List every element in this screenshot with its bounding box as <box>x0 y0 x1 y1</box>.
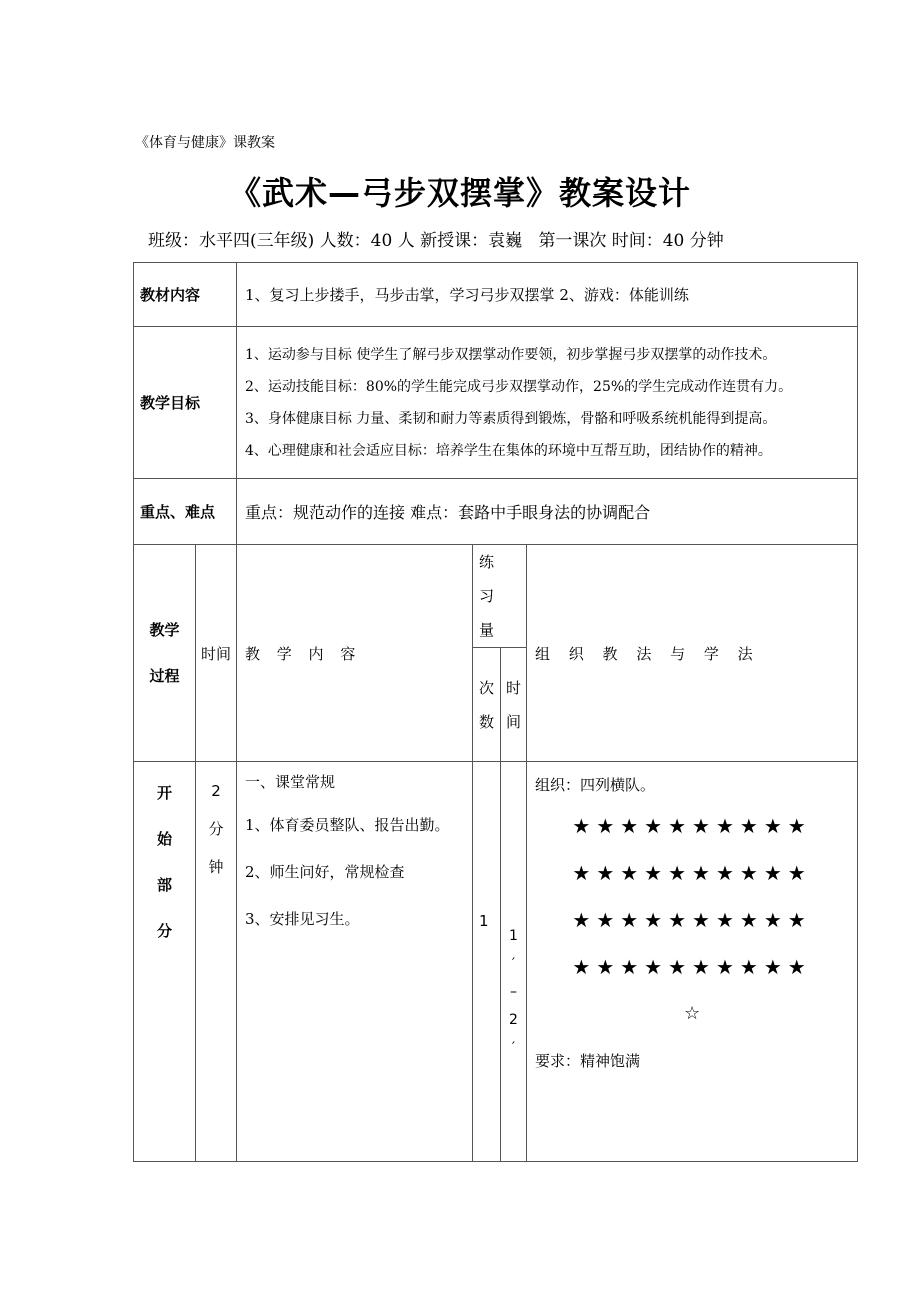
start-content-line-3: 2、师生问好，常规检查 <box>245 863 405 881</box>
start-section-name <box>134 762 196 1162</box>
count-header <box>473 648 501 762</box>
start-duration-char-2: ′ <box>511 956 516 972</box>
start-name-char-2: 始 <box>156 830 172 848</box>
start-section-organization <box>527 762 858 1162</box>
start-duration-char-5: ′ <box>511 1040 516 1056</box>
start-name-char-1: 开 <box>156 784 172 802</box>
start-section-content <box>237 762 473 1162</box>
start-section-row <box>134 762 858 1162</box>
student-row-4: ★★★★★★★★★★ <box>572 955 812 979</box>
start-content-line-1: 一、课堂常规 <box>245 773 336 791</box>
process-label <box>134 545 196 762</box>
teacher-star-icon: ☆ <box>683 1003 701 1024</box>
goal-item-3: 3、身体健康目标 力量、柔韧和耐力等素质得到锻炼，骨骼和呼吸系统机能得到提高。 <box>245 410 777 427</box>
organization-header: 组 织 教 法 与 学 法 <box>527 545 858 762</box>
time-header: 时间 <box>196 545 237 762</box>
start-count-value: 1 <box>479 912 489 930</box>
lesson-plan-table <box>133 262 858 1162</box>
content-header: 教 学 内 容 <box>237 545 473 762</box>
goal-item-2: 2、运动技能目标：80%的学生能完成弓步双摆掌动作，25%的学生完成动作连贯有力。 <box>245 378 793 395</box>
start-section-count <box>473 762 501 1162</box>
key-points-label: 重点、难点 <box>134 479 237 545</box>
material-text: 1、复习上步搂手，马步击掌，学习弓步双摆掌 2、游戏：体能训练 <box>237 263 858 327</box>
page-title: 《武术—弓步双摆掌》教案设计 <box>228 174 691 212</box>
key-points-text: 重点：规范动作的连接 难点：套路中手眼身法的协调配合 <box>237 479 858 545</box>
start-time-char-3: 钟 <box>208 858 224 876</box>
practice-header-line-2: 量 <box>479 621 495 639</box>
start-duration-char-3: – <box>510 984 518 1000</box>
process-header-row-1 <box>134 545 858 648</box>
course-subtitle: 《体育与健康》课教案 <box>135 135 275 151</box>
start-section-duration <box>501 762 527 1162</box>
practice-header <box>473 545 527 648</box>
time-sub-header-char-1: 时 <box>506 678 522 697</box>
start-content-line-4: 3、安排见习生。 <box>245 910 360 928</box>
goals-row <box>134 327 858 479</box>
material-label: 教材内容 <box>134 263 237 327</box>
time-sub-header <box>501 648 527 762</box>
start-name-char-3: 部 <box>156 876 172 894</box>
goals-label: 教学目标 <box>134 327 237 479</box>
org-formation-title: 组织：四列横队。 <box>535 776 656 794</box>
start-time-char-2: 分 <box>208 820 224 838</box>
student-row-2: ★★★★★★★★★★ <box>572 861 812 885</box>
process-label-line-1: 教学 <box>149 621 180 639</box>
goals-list <box>237 327 858 479</box>
start-duration-char-1: 1 <box>509 928 518 944</box>
goal-item-1: 1、运动参与目标 使学生了解弓步双摆掌动作要领，初步掌握弓步双摆掌的动作技术。 <box>245 346 777 363</box>
process-label-line-2: 过程 <box>149 667 180 685</box>
material-row <box>134 263 858 327</box>
start-time-char-1: 2 <box>211 782 221 800</box>
goal-item-4: 4、心理健康和社会适应目标：培养学生在集体的环境中互帮互助，团结协作的精神。 <box>245 442 772 459</box>
start-name-char-4: 分 <box>156 922 172 940</box>
start-duration-char-4: 2 <box>509 1012 518 1028</box>
org-requirement: 要求：精神饱满 <box>535 1052 641 1070</box>
time-sub-header-char-2: 间 <box>506 712 522 731</box>
class-info: 班级：水平四(三年级) 人数：40 人 新授课：袁巍 第一课次 时间：40 分钟 <box>148 231 724 251</box>
student-row-3: ★★★★★★★★★★ <box>572 908 812 932</box>
start-section-time <box>196 762 237 1162</box>
student-row-1: ★★★★★★★★★★ <box>572 814 812 838</box>
practice-header-line-1: 练 习 <box>479 553 503 605</box>
start-content-line-2: 1、体育委员整队、报告出勤。 <box>245 816 450 834</box>
key-points-row <box>134 479 858 545</box>
count-header-char-1: 次 <box>479 678 495 697</box>
count-header-char-2: 数 <box>479 712 495 731</box>
